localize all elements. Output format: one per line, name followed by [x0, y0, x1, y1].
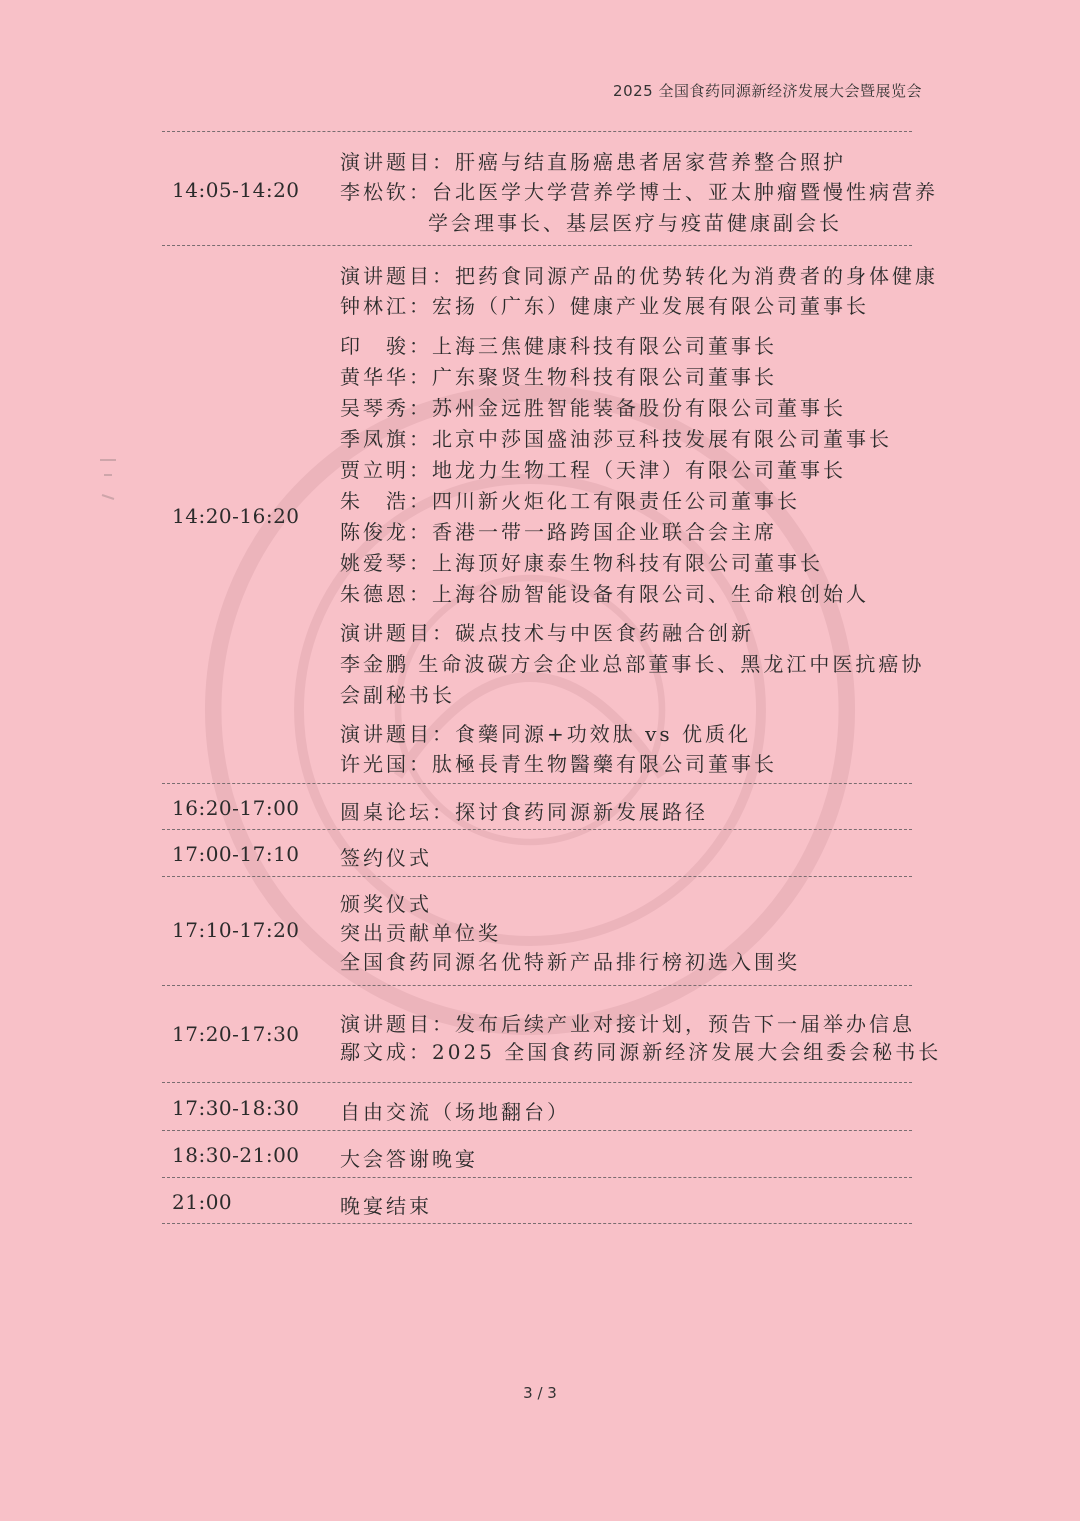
- page-number: 3 / 3: [523, 1384, 557, 1402]
- row-divider: [162, 1223, 912, 1224]
- schedule-time: 17:00-17:10: [172, 842, 300, 866]
- schedule-line: 许光国：肽極長青生物醫藥有限公司董事长: [340, 752, 777, 776]
- schedule-time: 14:20-16:20: [172, 504, 300, 528]
- schedule-line: 李金鹏 生命波碳方会企业总部董事长、黑龙江中医抗癌协: [340, 652, 925, 676]
- schedule-line: 会副秘书长: [340, 683, 455, 707]
- schedule-line: 朱德恩：上海谷励智能设备有限公司、生命粮创始人: [340, 582, 869, 606]
- document-header: 2025 全国食药同源新经济发展大会暨展览会: [613, 82, 922, 100]
- schedule-line: 全国食药同源名优特新产品排行榜初选入围奖: [340, 950, 800, 974]
- schedule-line: 演讲题目：食藥同源+功效肽 vs 优质化: [340, 722, 752, 746]
- schedule-line: 自由交流（场地翻台）: [340, 1100, 570, 1124]
- schedule-line: 签约仪式: [340, 846, 432, 870]
- schedule-line: 钟林江：宏扬（广东）健康产业发展有限公司董事长: [340, 294, 869, 318]
- schedule-line: 颁奖仪式: [340, 892, 432, 916]
- schedule-line: 贾立明：地龙力生物工程（天津）有限公司董事长: [340, 458, 846, 482]
- schedule-time: 17:10-17:20: [172, 918, 300, 942]
- schedule-time: 18:30-21:00: [172, 1143, 300, 1167]
- row-divider: [162, 783, 912, 784]
- schedule-line: 演讲题目：肝癌与结直肠癌患者居家营养整合照护: [340, 150, 846, 174]
- schedule-line: 圆桌论坛：探讨食药同源新发展路径: [340, 800, 708, 824]
- schedule-time: 17:30-18:30: [172, 1096, 300, 1120]
- schedule-time: 21:00: [172, 1190, 233, 1214]
- scan-mark: [98, 455, 118, 505]
- schedule-line: 印 骏：上海三焦健康科技有限公司董事长: [340, 334, 777, 358]
- row-divider: [162, 131, 912, 132]
- schedule-line: 朱 浩：四川新火炬化工有限责任公司董事长: [340, 489, 800, 513]
- schedule-line: 姚爱琴：上海顶好康泰生物科技有限公司董事长: [340, 551, 823, 575]
- schedule-line: 学会理事长、基层医疗与疫苗健康副会长: [428, 211, 842, 235]
- row-divider: [162, 1177, 912, 1178]
- schedule-line: 李松钦：台北医学大学营养学博士、亚太肿瘤暨慢性病营养: [340, 180, 938, 204]
- schedule-line: 吴琴秀：苏州金远胜智能装备股份有限公司董事长: [340, 396, 846, 420]
- row-divider: [162, 876, 912, 877]
- schedule-time: 16:20-17:00: [172, 796, 300, 820]
- row-divider: [162, 985, 912, 986]
- row-divider: [162, 829, 912, 830]
- schedule-line: 季凤旗：北京中莎国盛油莎豆科技发展有限公司董事长: [340, 427, 892, 451]
- schedule-line: 演讲题目：把药食同源产品的优势转化为消费者的身体健康: [340, 264, 938, 288]
- schedule-time: 17:20-17:30: [172, 1022, 300, 1046]
- schedule-line: 晚宴结束: [340, 1194, 432, 1218]
- row-divider: [162, 245, 912, 246]
- schedule-line: 鄢文成：2025 全国食药同源新经济发展大会组委会秘书长: [340, 1040, 942, 1064]
- row-divider: [162, 1130, 912, 1131]
- schedule-line: 大会答谢晚宴: [340, 1147, 478, 1171]
- row-divider: [162, 1082, 912, 1083]
- schedule-line: 黄华华：广东聚贤生物科技有限公司董事长: [340, 365, 777, 389]
- schedule-line: 演讲题目：碳点技术与中医食药融合创新: [340, 621, 754, 645]
- schedule-line: 突出贡献单位奖: [340, 921, 501, 945]
- schedule-time: 14:05-14:20: [172, 178, 300, 202]
- schedule-line: 陈俊龙：香港一带一路跨国企业联合会主席: [340, 520, 777, 544]
- schedule-line: 演讲题目：发布后续产业对接计划，预告下一届举办信息: [340, 1012, 915, 1036]
